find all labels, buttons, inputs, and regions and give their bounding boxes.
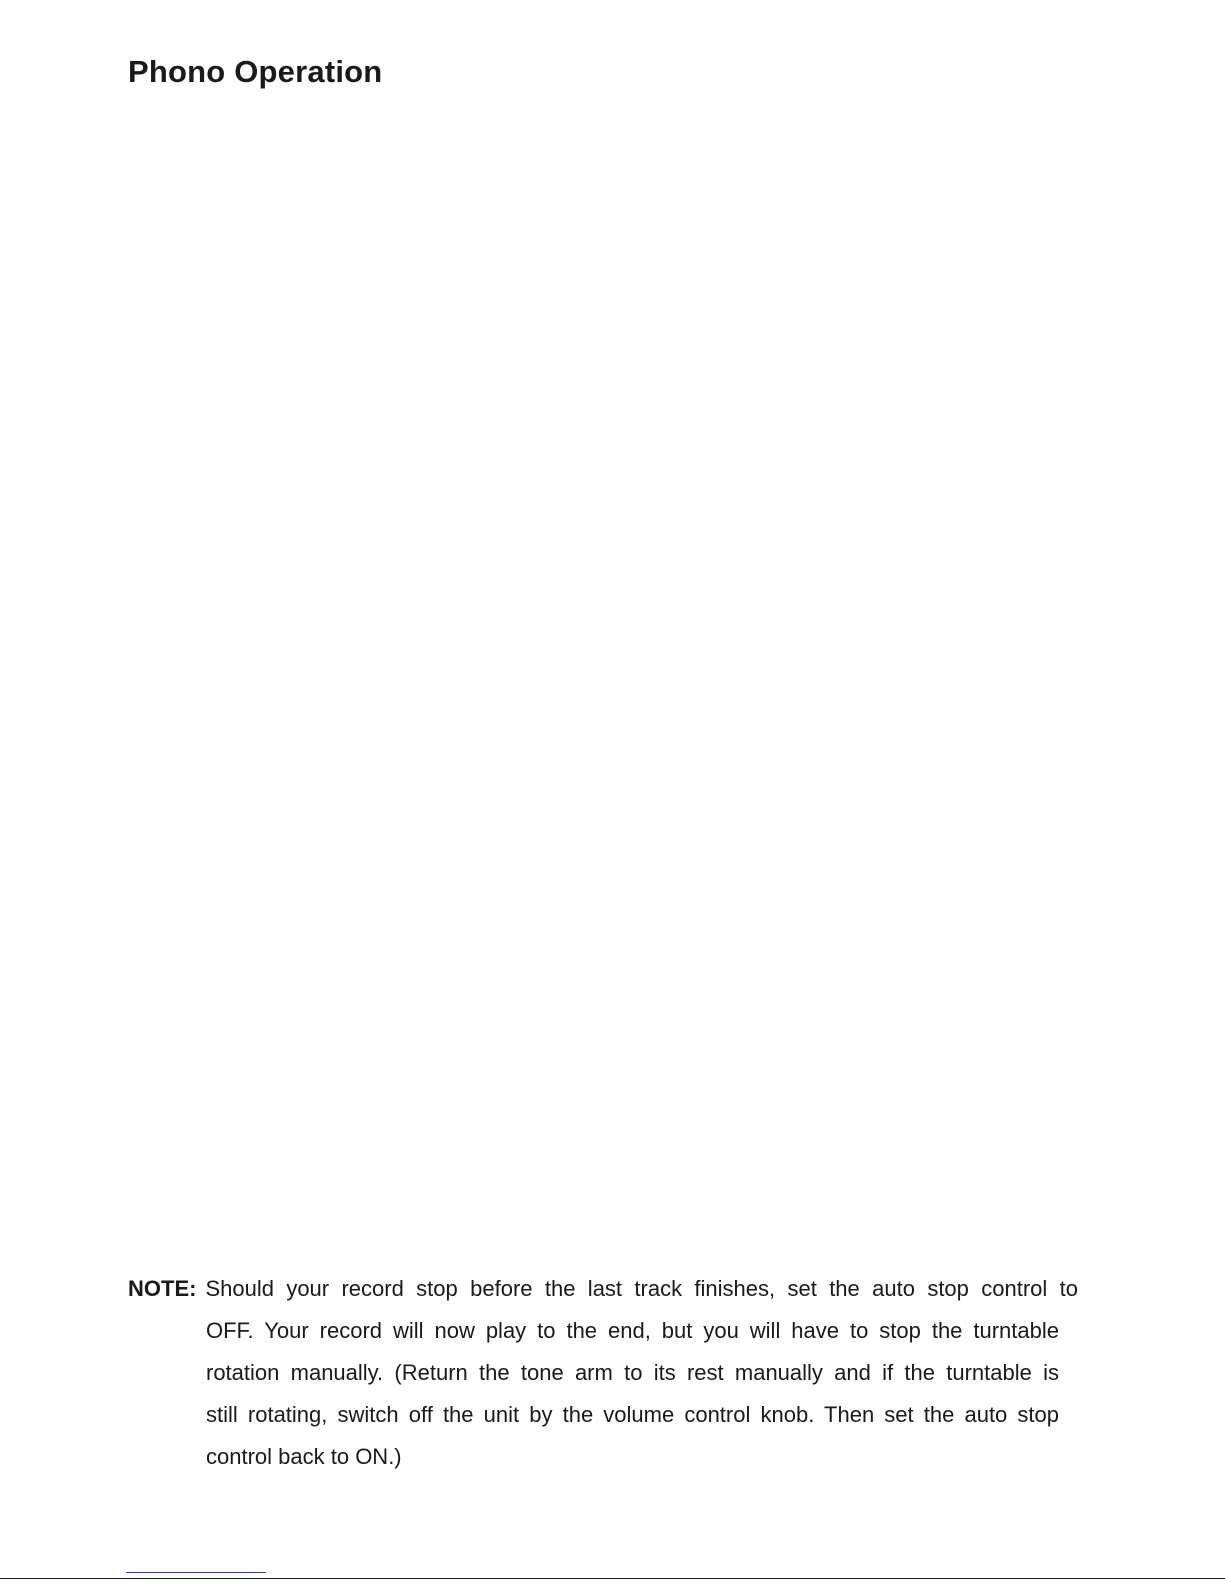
note-line: rotation manually. (Return the tone arm to its rest manually and if the turntable is xyxy=(206,1360,1059,1385)
note-line: control back to ON.) xyxy=(206,1444,402,1469)
footer-rule xyxy=(0,1578,1225,1579)
note-text: Should your record stop before the last track finishes, set the auto stop control to xyxy=(205,1276,1078,1301)
footer-link-underline xyxy=(126,1572,266,1573)
note-label: NOTE: xyxy=(128,1276,197,1301)
note-block xyxy=(128,1268,1078,1478)
note-line: still rotating, switch off the unit by the volume control knob. Then set the auto stop xyxy=(206,1402,1059,1427)
page-title: Phono Operation xyxy=(128,54,383,89)
note-line xyxy=(128,1268,1078,1310)
note-line: OFF. Your record will now play to the end, but you will have to stop the turntable xyxy=(206,1318,1059,1343)
